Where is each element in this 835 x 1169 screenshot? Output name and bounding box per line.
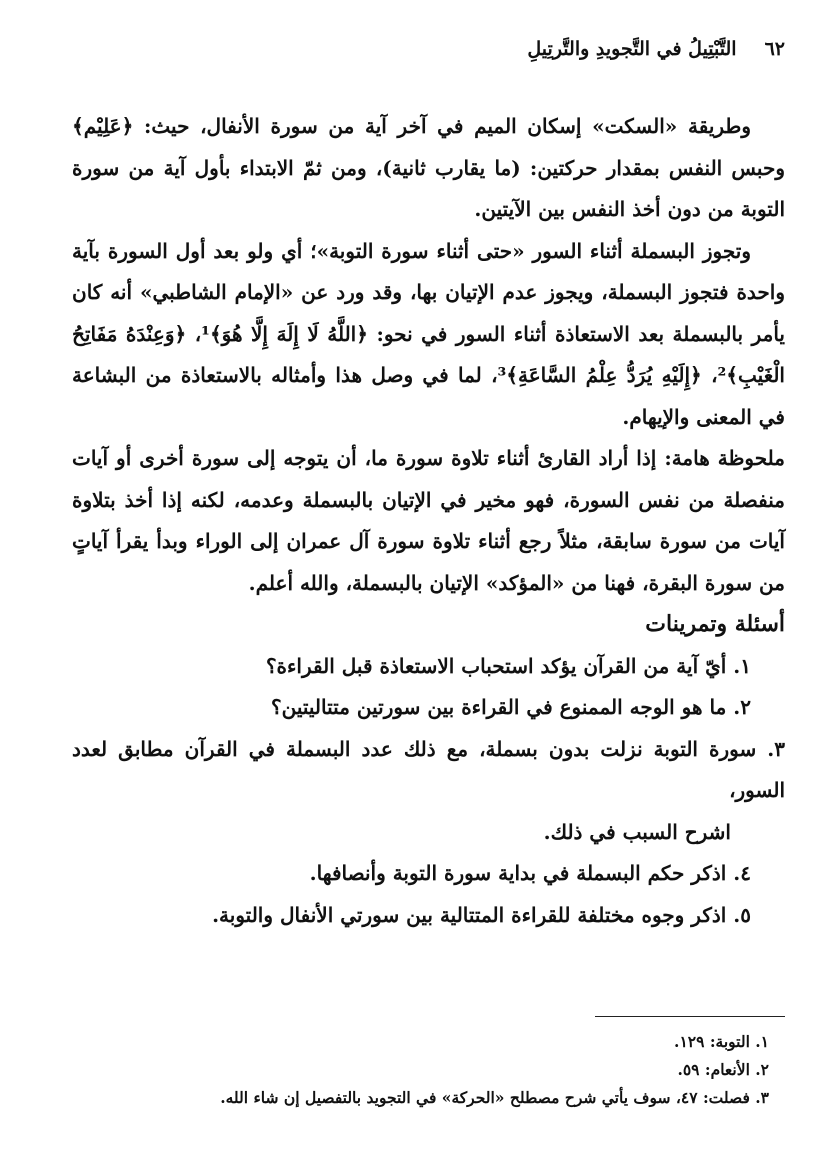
question-item	[72, 729, 785, 854]
question-text: ما هو الوجه الممنوع في القراءة بين سورتين متتاليتين؟	[270, 695, 727, 719]
book-title: التَّبْتِيلُ في التَّجويدِ والتَّرتِيلِ	[527, 38, 737, 60]
book-page	[72, 30, 785, 1149]
body-text	[72, 106, 785, 936]
question-text-continuation: اشرح السبب في ذلك.	[543, 819, 731, 844]
paragraph-basmala-during-surahs: وتجوز البسملة أثناء السور «حتى أثناء سورة التوبة»؛ أي ولو بعد أول السورة بآية واحدة فتجوز البسملة، ويجوز عدم الإتيان بها، وقد ورد عن «الإمام الشاطبي» أنه كان يأمر بالبسملة بعد الاستعاذة أثناء السور في نحو: ﴿اللَّهُ لَا إِلَهَ إِلَّا هُوَ﴾¹، ﴿وَعِنْدَهُ مَفَاتِحُ الْغَيْبِ﴾²، ﴿إِلَيْهِ يُرَدُّ عِلْمُ السَّاعَةِ﴾³، لما في وصل هذا وأمثاله بالاستعاذة من البشاعة في المعنى والإيهام.	[72, 238, 785, 429]
question-text: سورة التوبة نزلت بدون بسملة، مع ذلك عدد البسملة في القرآن مطابق لعدد السور،	[72, 736, 785, 802]
question-text: اذكر وجوه مختلفة للقراءة المتتالية بين سورتي الأنفال والتوبة.	[212, 902, 727, 927]
footnotes	[220, 1028, 769, 1112]
important-note-text: إذا أراد القارئ أثناء تلاوة سورة ما، أن يتوجه إلى سورة أخرى أو آيات منفصلة من نفس السورة، فهو مخير في الإتيان بالبسملة وعدمه، لكنه إذا أخذ بتلاوة آيات من سورة سابقة، مثلاً رجع أثناء تلاوة سورة آل عمران إلى الوراء وبدأ يقرأ آياتٍ من سورة البقرة، فهنا من «المؤكد» الإتيان بالبسملة، والله أعلم.	[72, 446, 785, 595]
question-text: أيّ آية من القرآن يؤكد استحباب الاستعاذة قبل القراءة؟	[265, 653, 727, 678]
important-note	[72, 438, 785, 604]
footnote-separator	[595, 1016, 785, 1017]
questions-list	[72, 646, 785, 937]
paragraph-sakt: وطريقة «السكت» إسكان الميم في آخر آية من سورة الأنفال، حيث: ﴿عَلِيْم﴾ وحبس النفس بمقدار حركتين: (ما يقارب ثانية)، ومن ثمّ الابتداء بأول آية من سورة التوبة من دون أخذ النفس بين الآيتين.	[72, 114, 785, 221]
question-number: ٣.	[767, 736, 785, 761]
question-item	[72, 853, 785, 895]
running-header	[527, 38, 785, 60]
footnote-2: ٢. الأنعام: ٥٩.	[677, 1060, 769, 1079]
question-text: اذكر حكم البسملة في بداية سورة التوبة وأنصافها.	[309, 861, 727, 885]
question-number: ٢.	[733, 695, 751, 719]
question-number: ٥.	[733, 902, 751, 927]
question-item	[72, 895, 785, 937]
important-note-label: ملحوظة هامة:	[664, 446, 786, 470]
question-item	[72, 687, 785, 729]
question-item	[72, 646, 785, 688]
question-number: ٤.	[733, 861, 751, 885]
questions-title: أسئلة وتمرينات	[645, 611, 785, 637]
page-number: ٦٢	[764, 38, 785, 60]
footnote-3: ٣. فصلت: ٤٧، سوف يأتي شرح مصطلح «الحركة» في التجويد بالتفصيل إن شاء الله.	[220, 1088, 769, 1107]
question-number: ١.	[733, 653, 751, 678]
footnote-1: ١. التوبة: ١٢٩.	[674, 1032, 769, 1051]
